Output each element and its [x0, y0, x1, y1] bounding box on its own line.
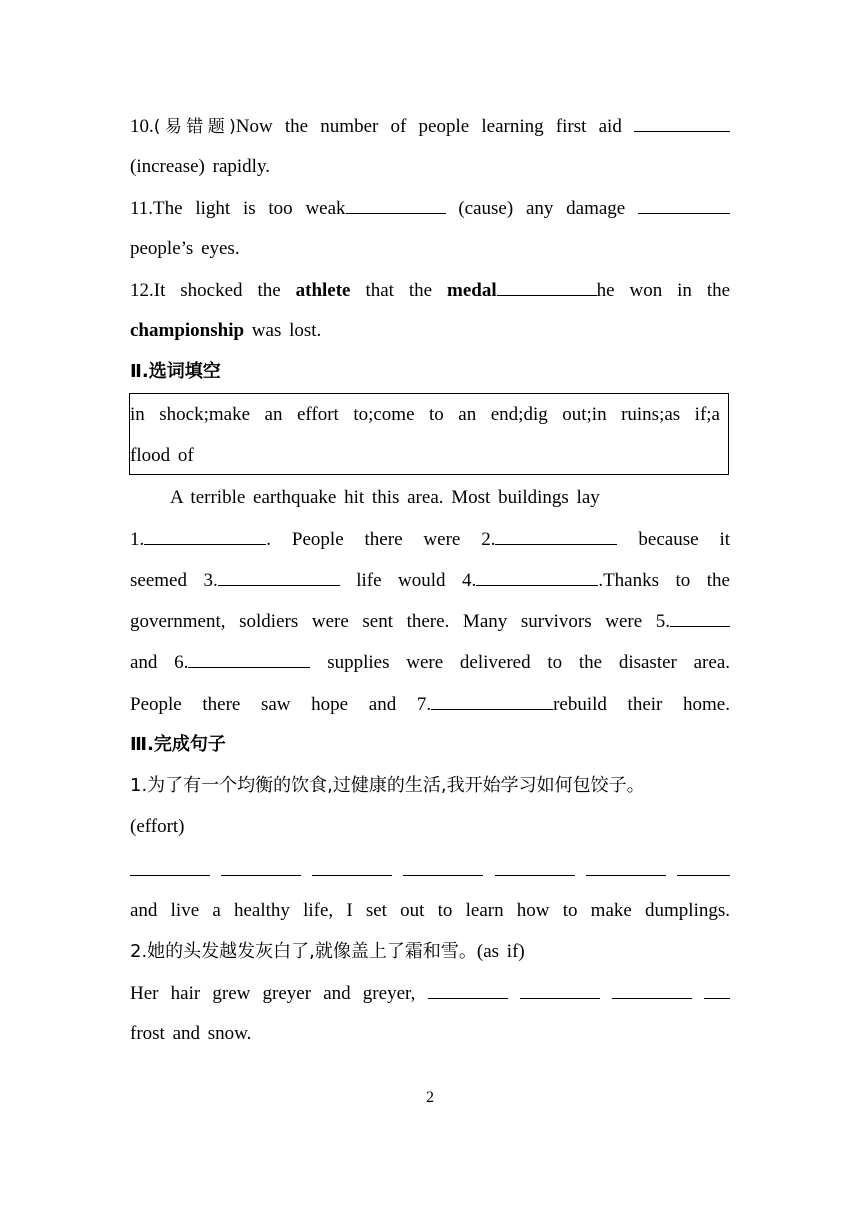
q12-blank[interactable] — [497, 275, 597, 296]
s2-line — [130, 978, 730, 1008]
blank-4[interactable] — [476, 565, 598, 586]
passage-line6 — [130, 689, 730, 719]
s1-blank[interactable] — [403, 853, 483, 876]
passage-text: and 6. — [130, 652, 189, 673]
blank-5[interactable] — [670, 606, 730, 627]
passage-text: .Thanks to the — [598, 570, 730, 591]
blank-7[interactable] — [431, 689, 553, 710]
q12-word-athlete: athlete — [295, 280, 351, 301]
q10-tag: (易错题) — [153, 117, 236, 137]
q11-text2: (cause) any damage — [458, 198, 626, 219]
s2-hint: (as if) — [476, 941, 525, 962]
s2-blank[interactable] — [520, 978, 600, 999]
q12-line1 — [130, 275, 730, 305]
q11-text1: 11.The light is too weak — [130, 198, 346, 219]
q12-text2: that the — [365, 280, 433, 301]
s1-blanks — [130, 853, 730, 883]
q11-blank2[interactable] — [638, 193, 730, 214]
q12-text4: was lost. — [251, 320, 322, 341]
blank-6[interactable] — [188, 647, 310, 668]
q11-line1 — [130, 193, 730, 223]
passage-text: supplies were delivered to the disaster area. — [327, 652, 730, 673]
passage-line4 — [130, 606, 730, 636]
s1-blank[interactable] — [677, 853, 730, 876]
word-bank-line1: in shock;make an effort to;come to an end;dig out;in ruins;as if;a — [130, 404, 720, 425]
q12-text1: 12.It shocked the — [130, 280, 281, 301]
s2-blank[interactable] — [704, 978, 730, 999]
passage-text: 1. — [130, 529, 145, 550]
s2-start: Her hair grew greyer and greyer, — [130, 983, 416, 1004]
passage-text: because it — [638, 529, 730, 550]
passage-text: rebuild their home. — [553, 694, 730, 715]
section2-title: Ⅱ.选词填空 — [130, 361, 221, 382]
q10-line1 — [130, 111, 730, 141]
blank-2[interactable] — [495, 524, 617, 545]
section3-title: Ⅲ.完成句子 — [130, 734, 226, 755]
s1-chinese: 1.为了有一个均衡的饮食,过健康的生活,我开始学习如何包饺子。 — [130, 775, 645, 796]
s2-ending: frost and snow. — [130, 1023, 252, 1044]
blank-1[interactable] — [144, 524, 266, 545]
s2-blank[interactable] — [428, 978, 508, 999]
passage-line3 — [130, 565, 730, 595]
q12-line2 — [130, 316, 730, 346]
s1-blank[interactable] — [495, 853, 575, 876]
s1-blank[interactable] — [312, 853, 392, 876]
q10-blank[interactable] — [634, 111, 730, 132]
s2-chinese: 2.她的头发越发灰白了,就像盖上了霜和雪。 — [130, 941, 477, 962]
page-number: 2 — [426, 1089, 434, 1106]
s2-prompt — [130, 937, 730, 967]
passage-line5 — [130, 647, 730, 677]
passage-text: life would 4. — [356, 570, 477, 591]
word-bank-line2: flood of — [130, 445, 194, 466]
q10-number: 10. — [130, 116, 154, 137]
s1-blank[interactable] — [130, 853, 210, 876]
s1-blank[interactable] — [221, 853, 301, 876]
passage-line2 — [130, 524, 730, 554]
q12-word-championship: championship — [130, 320, 245, 341]
passage-line1: A terrible earthquake hit this area. Most buildings lay — [170, 487, 600, 508]
passage-text: . People there were 2. — [266, 529, 496, 550]
passage-text: People there saw hope and 7. — [130, 694, 432, 715]
blank-3[interactable] — [218, 565, 340, 586]
q12-word-medal: medal — [447, 280, 497, 301]
s1-ending: and live a healthy life, I set out to learn how to make dumplings. — [130, 900, 730, 921]
q10-text: Now the number of people learning first aid — [235, 116, 622, 137]
q11-blank1[interactable] — [346, 193, 446, 214]
s2-blank[interactable] — [612, 978, 692, 999]
q11-line2: people’s eyes. — [130, 238, 240, 259]
word-bank-box — [129, 393, 729, 475]
q12-text3: he won in the — [596, 280, 731, 301]
passage-text: seemed 3. — [130, 570, 218, 591]
s1-blank[interactable] — [586, 853, 666, 876]
q10-line2: (increase) rapidly. — [130, 156, 270, 177]
passage-text: government, soldiers were sent there. Many survivors were 5. — [130, 611, 670, 632]
s1-hint: (effort) — [130, 816, 185, 837]
